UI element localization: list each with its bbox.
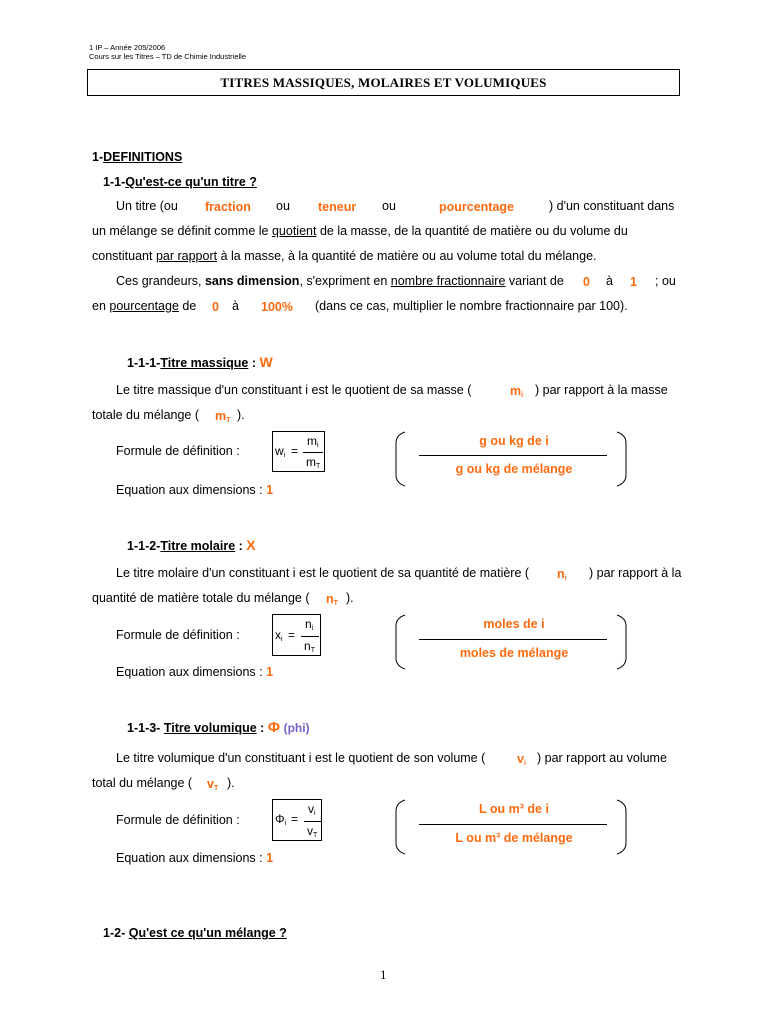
s112-left-bracket [395, 614, 407, 670]
s112-formula-box: $x_i$ = $n_i$ $n_T$ [272, 614, 321, 656]
s111-line1-end: ) par rapport à la masse [535, 383, 668, 397]
header-line-1: 1 IP – Année 205/2006 [89, 43, 166, 52]
s111-line1-start: Le titre massique d'un constituant i est le quotient de sa masse ( [116, 383, 472, 397]
s111-symbol-mT: $m_T$ [215, 409, 231, 424]
s112-line1-start: Le titre molaire d'un constituant i est le quotient de sa quantité de matière ( [116, 566, 530, 580]
section-1-1-2-heading: 1-1-2-Titre molaire : X [127, 537, 256, 553]
section-1-2-heading: 1-2- Qu'est ce qu'un mélange ? [103, 926, 287, 940]
s111-formula-label: Formule de définition : [116, 444, 240, 458]
s112-line2-start: quantité de matière totale du mélange ( [92, 591, 310, 605]
s113-unit-line [419, 824, 607, 825]
s113-formula-box: $\Phi_i$ = $v_i$ $v_T$ [272, 799, 322, 841]
s112-unit-numerator: moles de i [483, 617, 545, 631]
s112-symbol-nT: $n_T$ [326, 592, 338, 607]
percent-zero: 0 [212, 300, 219, 314]
s112-line2-end: ). [346, 591, 354, 605]
s111-right-bracket [616, 431, 628, 487]
s113-line2-start: total du mélange ( [92, 776, 193, 790]
word-pourcentage: pourcentage [439, 200, 515, 214]
para1-line1-start: Un titre (ou [116, 199, 178, 213]
para1-line3: constituant par rapport à la masse, à la quantité de matière ou au volume total du mélange. [92, 249, 597, 263]
s111-dim-label: Equation aux dimensions : 1 [116, 483, 274, 497]
word-ou-2: ou [382, 199, 396, 213]
s111-unit-line [419, 455, 607, 456]
page-number: 1 [380, 967, 387, 982]
s113-symbol-vT: $v_T$ [207, 777, 219, 792]
word-fraction: fraction [205, 200, 251, 214]
para2-line2-start: en pourcentage de [92, 299, 197, 313]
para2-line2-end: (dans ce cas, multiplier le nombre fractionnaire par 100). [315, 299, 628, 313]
s111-left-bracket [395, 431, 407, 487]
para2-line1: Ces grandeurs, sans dimension, s'expriment en nombre fractionnaire variant de [116, 274, 564, 288]
section-1-1-1-heading: 1-1-1-Titre massique : W [127, 354, 273, 370]
s111-symbol-mi: $m_i$ [510, 384, 524, 399]
section-1-1-3-heading: 1-1-3- Titre volumique : Φ (phi) [127, 719, 310, 736]
s112-unit-line [419, 639, 607, 640]
word-teneur: teneur [318, 200, 357, 214]
s113-unit-numerator: L ou m³ de i [479, 802, 549, 816]
para2-line1-end: ; ou [655, 274, 676, 288]
s111-line2-start: totale du mélange ( [92, 408, 200, 422]
title-box [87, 69, 680, 96]
s113-left-bracket [395, 799, 407, 855]
para1-line2: un mélange se définit comme le quotient de la masse, de la quantité de matière ou du volume du [92, 224, 628, 238]
value-one: 1 [630, 275, 637, 289]
s112-line1-end: ) par rapport à la [589, 566, 682, 580]
s111-formula-box: $w_i$ = $m_i$ $m_T$ [272, 431, 325, 472]
word-ou-1: ou [276, 199, 290, 213]
s113-line1-end: ) par rapport au volume [537, 751, 667, 765]
s112-dim-label: Equation aux dimensions : 1 [116, 665, 274, 679]
word-a-1: à [606, 274, 613, 288]
header-line-2: Cours sur les Titres – TD de Chimie Industrielle [89, 52, 247, 61]
s111-line2-end: ). [237, 408, 245, 422]
s111-unit-numerator: g ou kg de i [479, 434, 549, 448]
s112-formula-label: Formule de définition : [116, 628, 240, 642]
s113-line1-start: Le titre volumique d'un constituant i est le quotient de son volume ( [116, 751, 486, 765]
page-title: TITRES MASSIQUES, MOLAIRES ET VOLUMIQUES [220, 75, 547, 90]
s112-symbol-ni: $n_i$ [557, 567, 567, 582]
s111-unit-denominator: g ou kg de mélange [455, 462, 573, 476]
para1-line1-end: ) d'un constituant dans [549, 199, 675, 213]
section-1-heading: 1-DEFINITIONS [92, 150, 183, 164]
s113-dim-label: Equation aux dimensions : 1 [116, 851, 274, 865]
s113-formula-label: Formule de définition : [116, 813, 240, 827]
s113-right-bracket [616, 799, 628, 855]
s112-right-bracket [616, 614, 628, 670]
s113-unit-denominator: L ou m³ de mélange [455, 831, 573, 845]
s113-symbol-vi: $v_i$ [517, 752, 526, 767]
s113-line2-end: ). [227, 776, 235, 790]
s112-unit-denominator: moles de mélange [459, 646, 569, 660]
word-a-2: à [232, 299, 239, 313]
value-zero: 0 [583, 275, 590, 289]
percent-hundred: 100% [261, 300, 293, 314]
section-1-1-heading: 1-1-Qu'est-ce qu'un titre ? [103, 175, 257, 189]
